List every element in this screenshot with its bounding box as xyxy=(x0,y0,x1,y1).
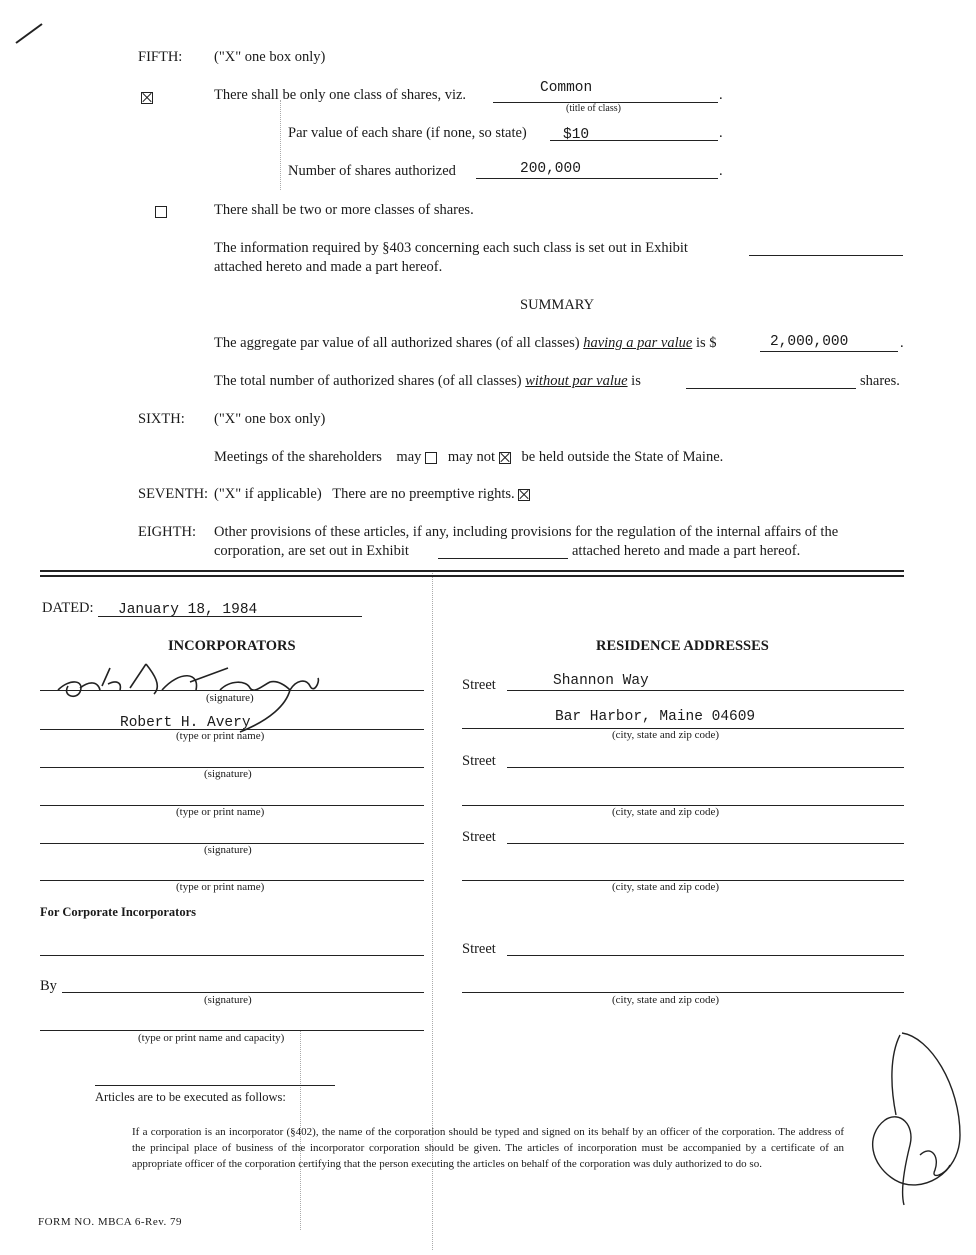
corporate-heading: For Corporate Incorporators xyxy=(40,905,196,919)
total-mid: is xyxy=(631,373,641,389)
city-caption-2: (city, state and zip code) xyxy=(612,806,720,818)
shares-authorized-text: Number of shares authorized xyxy=(288,163,456,179)
print-name-caption-1: (type or print name) xyxy=(176,730,265,742)
sixth-label: SIXTH: xyxy=(138,411,185,427)
print-name-1: Robert H. Avery xyxy=(120,715,251,731)
eighth-exhibit-line xyxy=(438,558,568,559)
signature-caption-2: (signature) xyxy=(204,768,252,780)
may-checkbox[interactable] xyxy=(425,452,437,464)
title-of-class-caption: (title of class) xyxy=(566,103,621,114)
period: . xyxy=(719,125,723,141)
dated-value: January 18, 1984 xyxy=(118,602,258,618)
shares-authorized-value: 200,000 xyxy=(520,161,581,177)
scan-artifact xyxy=(280,100,281,190)
corner-mark xyxy=(14,20,46,46)
meetings-row xyxy=(214,449,723,466)
period: . xyxy=(900,335,904,351)
street-line-2 xyxy=(507,767,904,768)
capacity-line xyxy=(40,1030,424,1031)
one-class-checkbox[interactable] xyxy=(141,92,153,104)
eighth-text-3: attached hereto and made a part hereof. xyxy=(572,543,801,559)
capacity-caption: (type or print name and capacity) xyxy=(138,1032,285,1044)
aggregate-value: 2,000,000 xyxy=(770,334,849,350)
seventh-row xyxy=(214,486,530,503)
class-title-value: Common xyxy=(540,80,593,96)
total-italic: without par value xyxy=(525,373,628,389)
aggregate-italic: having a par value xyxy=(583,335,693,351)
sixth-instruction: ("X" one box only) xyxy=(214,411,326,427)
signature-line-1 xyxy=(40,690,424,691)
period: . xyxy=(719,163,723,179)
addresses-heading: RESIDENCE ADDRESSES xyxy=(596,638,769,654)
by-signature-line xyxy=(62,992,424,993)
corporate-name-line xyxy=(40,955,424,956)
eighth-text-2: corporation, are set out in Exhibit xyxy=(214,543,409,559)
dated-label: DATED: xyxy=(42,600,94,616)
city-line-4 xyxy=(462,992,904,993)
total-post: shares. xyxy=(860,373,900,389)
city-caption-4: (city, state and zip code) xyxy=(612,994,720,1006)
section-divider xyxy=(40,570,904,572)
dated-line xyxy=(98,616,362,617)
total-line xyxy=(214,373,641,390)
section-divider xyxy=(40,575,904,577)
may-not-checkbox[interactable] xyxy=(499,452,511,464)
city-value-1: Bar Harbor, Maine 04609 xyxy=(555,709,756,725)
eighth-label: EIGHTH: xyxy=(138,524,196,540)
street-label-1: Street xyxy=(462,677,496,693)
total-pre: The total number of authorized shares (of all classes) xyxy=(214,373,522,389)
signature-caption-1: (signature) xyxy=(206,692,254,704)
form-number: FORM NO. MBCA 6-Rev. 79 xyxy=(38,1216,183,1228)
instructions-rule xyxy=(95,1085,335,1086)
two-classes-checkbox[interactable] xyxy=(155,206,167,218)
street-label-2: Street xyxy=(462,753,496,769)
may-label: may xyxy=(396,449,422,465)
print-name-caption-3: (type or print name) xyxy=(176,881,265,893)
print-name-caption-2: (type or print name) xyxy=(176,806,265,818)
outside-text: be held outside the State of Maine. xyxy=(521,449,724,465)
execution-body: If a corporation is an incorporator (§402), the name of the corporation should be typed and signed on its behalf by an officer of the corporation. The address of the principal place of business of the incorporator corporation should be given. The articles of incorporation must be accompanied by a certificate of an appropriate officer of the corporation certifying that the person executing the articles on behalf of the corporation was duly authorized to do so. xyxy=(132,1126,844,1170)
eighth-text-1: Other provisions of these articles, if any, including provisions for the regulation of the internal affairs of the xyxy=(214,524,839,540)
par-value-value: $10 xyxy=(563,127,590,143)
aggregate-pre: The aggregate par value of all authorized shares (of all classes) xyxy=(214,335,580,351)
aggregate-post: is $ xyxy=(695,335,717,351)
fifth-label: FIFTH: xyxy=(138,49,183,65)
aggregate-line xyxy=(214,335,717,352)
signature-caption-3: (signature) xyxy=(204,844,252,856)
two-classes-text: There shall be two or more classes of shares. xyxy=(214,202,474,218)
street-line-1 xyxy=(507,690,904,691)
info-text-1: The information required by §403 concerning each such class is set out in Exhibit xyxy=(214,240,688,256)
street-label-3: Street xyxy=(462,829,496,845)
city-caption-1: (city, state and zip code) xyxy=(612,729,720,741)
by-label: By xyxy=(40,978,57,994)
execution-heading: Articles are to be executed as follows: xyxy=(95,1090,286,1104)
incorporators-heading: INCORPORATORS xyxy=(168,638,296,654)
one-class-text: There shall be only one class of shares, viz. xyxy=(214,87,467,103)
may-not-label: may not xyxy=(447,449,496,465)
street-label-4: Street xyxy=(462,941,496,957)
preemptive-checkbox[interactable] xyxy=(518,489,530,501)
par-value-text: Par value of each share (if none, so state) xyxy=(288,125,527,141)
street-value-1: Shannon Way xyxy=(553,673,649,689)
street-line-4 xyxy=(507,955,904,956)
street-line-3 xyxy=(507,843,904,844)
summary-heading: SUMMARY xyxy=(520,297,595,313)
fifth-instruction: ("X" one box only) xyxy=(214,49,326,65)
period: . xyxy=(719,87,723,103)
shares-authorized-line xyxy=(476,178,718,179)
aggregate-value-line xyxy=(760,351,898,352)
seventh-label: SEVENTH: xyxy=(138,486,209,502)
exhibit-line xyxy=(749,255,903,256)
info-text-2: attached hereto and made a part hereof. xyxy=(214,259,443,275)
corporate-signature-caption: (signature) xyxy=(204,994,252,1006)
handwritten-initials xyxy=(860,1025,970,1215)
total-value-line xyxy=(686,388,856,389)
preemptive-text: There are no preemptive rights. xyxy=(332,486,515,502)
city-caption-3: (city, state and zip code) xyxy=(612,881,720,893)
meetings-text: Meetings of the shareholders xyxy=(214,449,382,465)
seventh-instruction: ("X" if applicable) xyxy=(214,486,322,502)
